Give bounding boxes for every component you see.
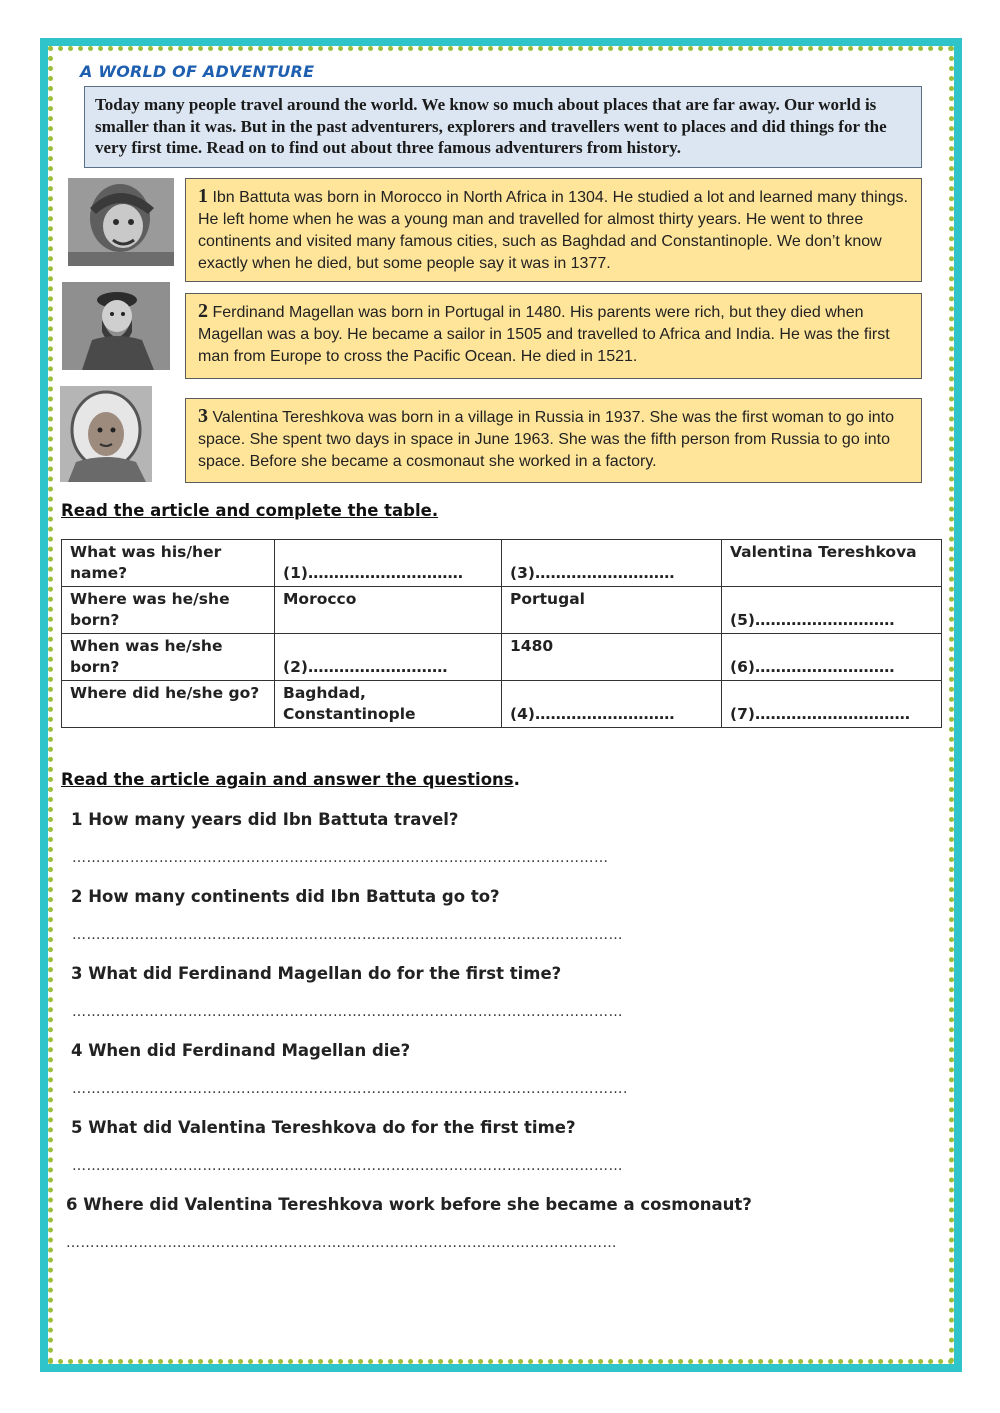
answer-line-4[interactable]: ……………………………………………………………………………………………………. — [72, 1081, 628, 1097]
bio-ferdinand-magellan — [185, 293, 922, 379]
portrait-valentina-tereshkova-image — [60, 386, 152, 482]
question-5: 5 What did Valentina Tereshkova do for the first time? — [71, 1118, 576, 1137]
portrait-ferdinand-magellan-image — [62, 282, 170, 370]
portrait-ferdinand-magellan — [62, 282, 170, 370]
table-cell[interactable] — [502, 540, 722, 587]
answer-blank[interactable]: (4)……………………… — [510, 705, 675, 723]
question-2: 2 How many continents did Ibn Battuta go to? — [71, 887, 500, 906]
answer-blank[interactable]: (1)………………………… — [283, 564, 463, 582]
table-cell[interactable] — [722, 587, 942, 634]
table-row — [62, 540, 942, 587]
answer-blank[interactable]: (5)……………………… — [730, 611, 895, 629]
intro-paragraph: Today many people travel around the world. We know so much about places that are far away. Our world is smaller than it was. But in the past adventurers, explorers and travellers went to places and did things for the very first time. Read on to find out about three famous adventurers from history. — [84, 86, 922, 168]
table-cell[interactable] — [275, 540, 502, 587]
answer-blank[interactable]: (3)……………………… — [510, 564, 675, 582]
answer-line-6[interactable]: …………………………………………………………………………………………………… — [66, 1235, 617, 1251]
row-label: What was his/her name? — [62, 540, 275, 587]
bio-number: 1 — [198, 185, 208, 207]
page-title: A WORLD OF ADVENTURE — [80, 62, 315, 81]
portrait-valentina-tereshkova — [60, 386, 152, 482]
table-row — [62, 587, 942, 634]
table-cell: Valentina Tereshkova — [722, 540, 942, 587]
adventurer-table — [61, 539, 942, 728]
question-1: 1 How many years did Ibn Battuta travel? — [71, 810, 459, 829]
answer-blank[interactable]: (6)……………………… — [730, 658, 895, 676]
bio-number: 2 — [198, 300, 208, 322]
questions-heading-period: . — [513, 770, 520, 789]
bio-number: 3 — [198, 405, 208, 427]
answer-line-5[interactable]: …………………………………………………………………………………………………… — [72, 1158, 623, 1174]
table-cell[interactable] — [722, 634, 942, 681]
row-label: Where did he/she go? — [62, 681, 275, 728]
answer-line-3[interactable]: …………………………………………………………………………………………………… — [72, 1004, 623, 1020]
questions-heading: Read the article again and answer the questions — [61, 770, 514, 789]
table-cell: 1480 — [502, 634, 722, 681]
answer-line-2[interactable]: …………………………………………………………………………………………………… — [72, 927, 623, 943]
bio-valentina-tereshkova — [185, 398, 922, 483]
answer-blank[interactable]: (2)……………………… — [283, 658, 448, 676]
table-row — [62, 681, 942, 728]
table-cell[interactable] — [722, 681, 942, 728]
table-cell: Portugal — [502, 587, 722, 634]
portrait-ibn-battuta — [68, 178, 174, 266]
bio-ibn-battuta — [185, 178, 922, 282]
question-4: 4 When did Ferdinand Magellan die? — [71, 1041, 411, 1060]
question-6: 6 Where did Valentina Tereshkova work before she became a cosmonaut? — [66, 1195, 752, 1214]
questions-heading-wrap — [61, 770, 520, 789]
row-label: When was he/she born? — [62, 634, 275, 681]
bio-text: Ferdinand Magellan was born in Portugal in 1480. His parents were rich, but they died when Magellan was a boy. He became a sailor in 1505 and travelled to Africa and India. He was the first man from Europe to cross the Pacific Ocean. He died in 1521. — [198, 304, 890, 365]
table-cell[interactable] — [502, 681, 722, 728]
table-cell[interactable] — [275, 634, 502, 681]
table-row — [62, 634, 942, 681]
question-3: 3 What did Ferdinand Magellan do for the first time? — [71, 964, 562, 983]
table-cell: Baghdad, Constantinople — [275, 681, 502, 728]
answer-line-1[interactable]: ………………………………………………………………………………………………… — [72, 850, 609, 866]
row-label: Where was he/she born? — [62, 587, 275, 634]
answer-blank[interactable]: (7)………………………… — [730, 705, 910, 723]
bio-text: Ibn Battuta was born in Morocco in North Africa in 1304. He studied a lot and learned many things. He left home when he was a young man and travelled for almost thirty years. He went to three continents and visited many famous cities, such as Baghdad and Constantinople. We don’t know exactly when he died, but some people say it was in 1377. — [198, 189, 908, 272]
table-cell: Morocco — [275, 587, 502, 634]
portrait-ibn-battuta-image — [68, 178, 174, 266]
table-heading: Read the article and complete the table. — [61, 501, 439, 520]
bio-text: Valentina Tereshkova was born in a village in Russia in 1937. She was the first woman to go into space. She spent two days in space in June 1963. She was the fifth person from Russia to go into space. Before she became a cosmonaut she worked in a factory. — [198, 409, 895, 470]
